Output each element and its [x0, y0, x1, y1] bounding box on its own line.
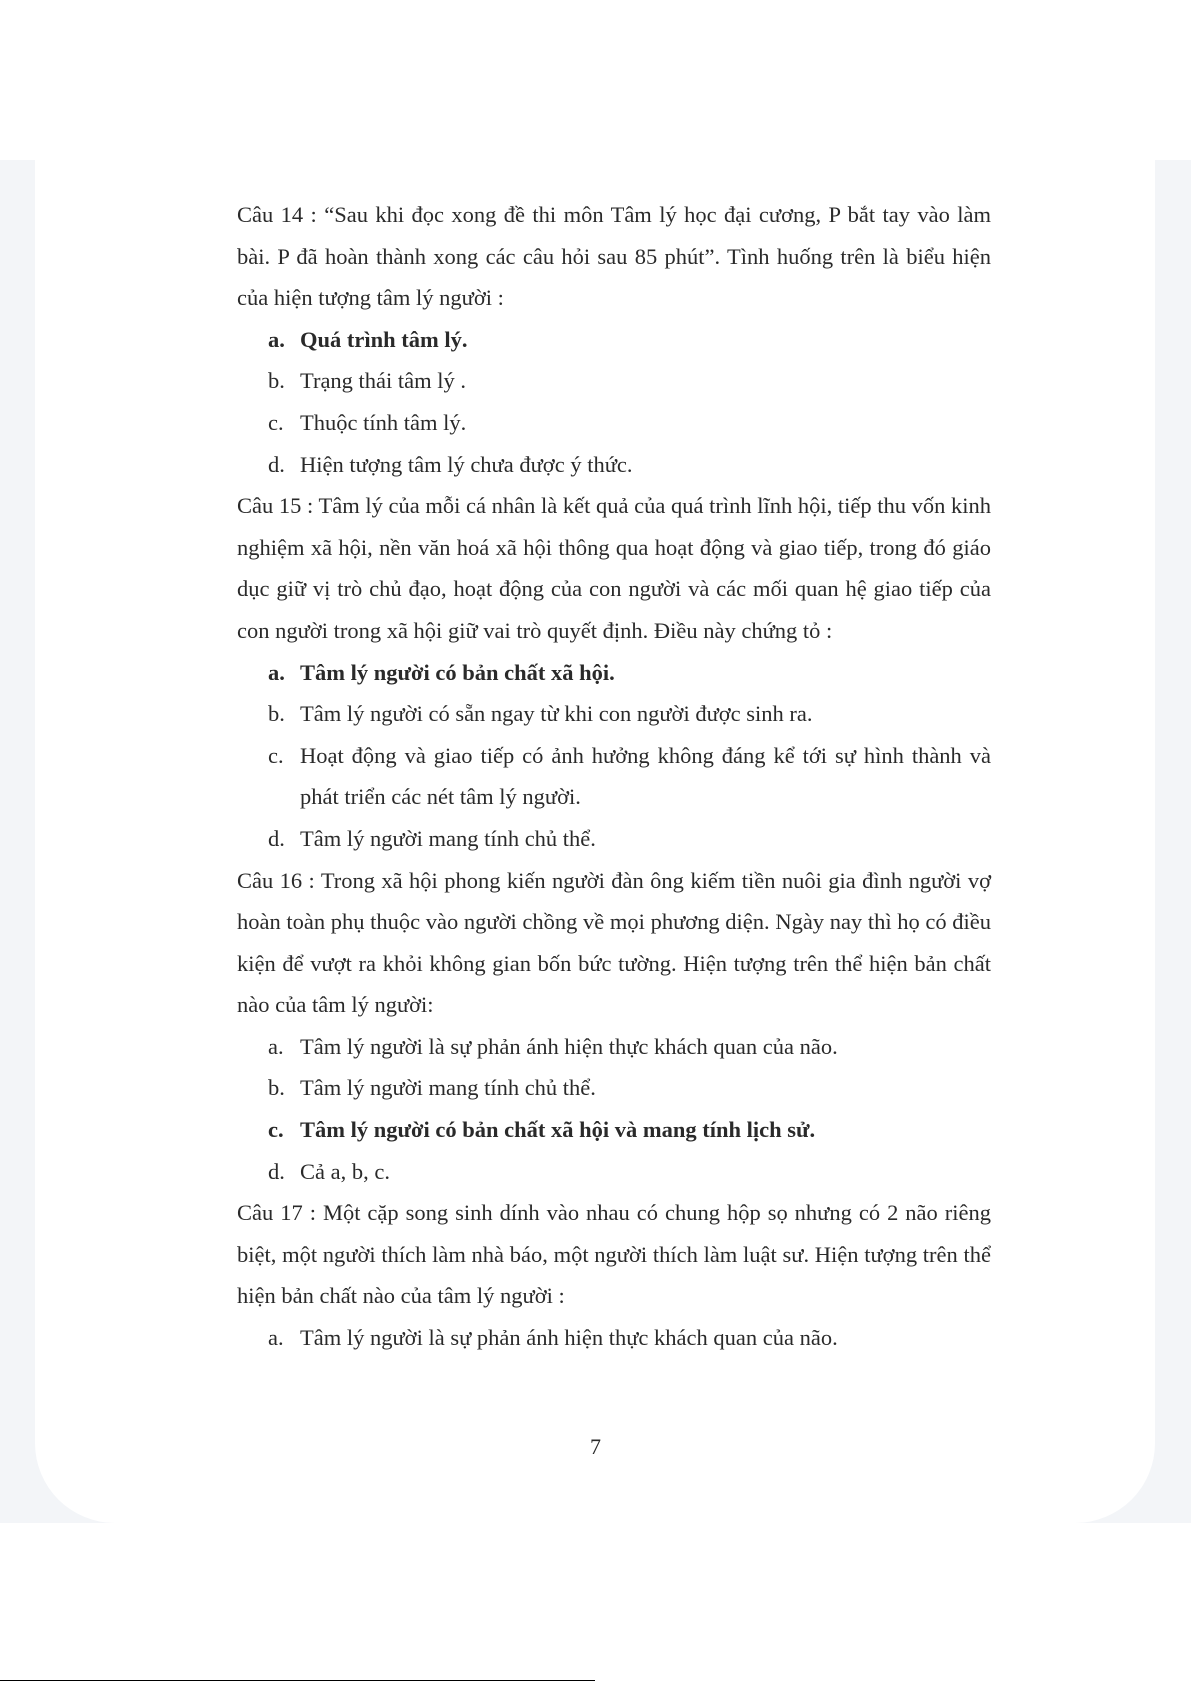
option-letter: d. [268, 825, 285, 851]
option-text: Hiện tượng tâm lý chưa được ý thức. [300, 451, 633, 477]
option-text: Thuộc tính tâm lý. [300, 409, 467, 435]
question-text: Câu 15 : Tâm lý của mỗi cá nhân là kết quả của quá trình lĩnh hội, tiếp thu vốn kinh nghiệm xã hội, nền văn hoá xã hội thông qua hoạt động và giao tiếp, trong đó giáo dục giữ vị trò chủ đạo, hoạt động của con người và các mối quan hệ giao tiếp của con người trong xã hội giữ vai trò quyết định. Điều này chứng tỏ : [237, 493, 991, 643]
page-number: 7 [590, 1434, 601, 1459]
option-letter: d. [268, 451, 285, 477]
option-b [237, 1067, 991, 1109]
option-text: Cả a, b, c. [300, 1158, 390, 1184]
option-d [237, 444, 991, 486]
question-text: Câu 16 : Trong xã hội phong kiến người đàn ông kiếm tiền nuôi gia đình người vợ hoàn toàn phụ thuộc vào người chồng về mọi phương diện. Ngày nay thì họ có điều kiện để vượt ra khỏi không gian bốn bức tường. Hiện tượng trên thể hiện bản chất nào của tâm lý người: [237, 867, 991, 1018]
question-14 [237, 194, 991, 485]
option-c [237, 1109, 991, 1151]
option-a [237, 652, 991, 694]
option-d [237, 1151, 991, 1193]
option-text: Tâm lý người là sự phản ánh hiện thực khách quan của não. [300, 1325, 838, 1351]
option-list [237, 652, 991, 860]
option-letter: b. [268, 1075, 285, 1101]
option-letter: d. [268, 1158, 285, 1184]
question-17 [237, 1192, 991, 1358]
option-text: Tâm lý người là sự phản ánh hiện thực khách quan của não. [300, 1033, 838, 1059]
option-letter: c. [268, 742, 284, 768]
question-text: Câu 14 : “Sau khi đọc xong đề thi môn Tâm lý học đại cương, P bắt tay vào làm bài. P đã hoàn thành xong các câu hỏi sau 85 phút”. Tình huống trên là biểu hiện của hiện tượng tâm lý người : [237, 202, 991, 311]
option-letter: a. [268, 1033, 284, 1059]
option-a [237, 1026, 991, 1068]
option-letter: b. [268, 701, 285, 727]
option-a [237, 1317, 991, 1359]
option-list [237, 319, 991, 485]
document-content [237, 194, 991, 1359]
option-text: Tâm lý người có sẵn ngay từ khi con người được sinh ra. [300, 701, 813, 727]
option-c [237, 735, 991, 818]
option-text: Tâm lý người mang tính chủ thể. [300, 1075, 596, 1101]
option-d [237, 818, 991, 860]
option-text: Tâm lý người mang tính chủ thể. [300, 825, 596, 851]
option-letter: a. [268, 659, 285, 685]
option-letter: c. [268, 409, 284, 435]
question-15 [237, 485, 991, 859]
option-b [237, 360, 991, 402]
option-text: Tâm lý người có bản chất xã hội. [300, 659, 615, 685]
option-text: Trạng thái tâm lý . [300, 368, 467, 394]
option-a [237, 319, 991, 361]
option-letter: a. [268, 1325, 284, 1351]
option-letter: b. [268, 368, 285, 394]
option-b [237, 693, 991, 735]
option-list [237, 1026, 991, 1192]
option-letter: c. [268, 1117, 284, 1143]
option-text: Tâm lý người có bản chất xã hội và mang tính lịch sử. [300, 1117, 816, 1143]
option-list [237, 1317, 991, 1359]
option-c [237, 402, 991, 444]
question-16 [237, 860, 991, 1193]
footnote-divider [0, 1680, 595, 1681]
option-letter: a. [268, 326, 285, 352]
option-text: Hoạt động và giao tiếp có ảnh hưởng không đáng kể tới sự hình thành và phát triển các nét tâm lý người. [300, 742, 991, 810]
option-text: Quá trình tâm lý. [300, 326, 468, 352]
question-text: Câu 17 : Một cặp song sinh dính vào nhau có chung hộp sọ nhưng có 2 não riêng biệt, một người thích làm nhà báo, một người thích làm luật sư. Hiện tượng trên thể hiện bản chất nào của tâm lý người : [237, 1200, 991, 1309]
